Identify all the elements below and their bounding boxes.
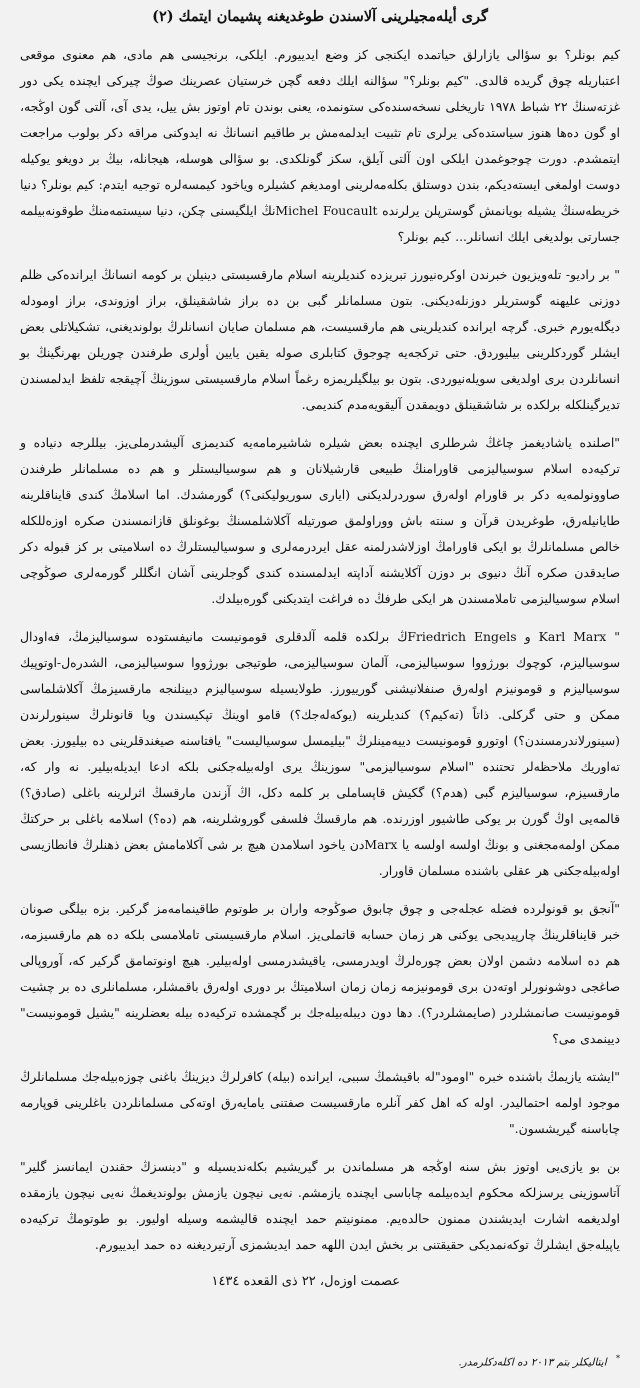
paragraph-1: کیم بونلر؟ بو سؤالی یازارلق حیاتمده ایکنجی کز وضع ایدییورم. ایلکی، برنجیسی هم مادی، هم معنوی موقعی اعتباریله چوق گریده قالدی. "کیم بونلر؟" سؤالنه ایلك دفعه گچن خرستیان عصرینك صوڭ چیرکی ایچنده یکی دور غزته‌سنڭ ٢٢ شباط ١٩٧٨ تاریخلی نسخه‌سنده‌کی ستونمده، یعنی بوندن تام اوتوز بش ییل، یدی آی، آلتی گون اوڭجه، او گون ده‌ها هنوز سیاستده‌کی یرلری تام تثبیت ایدلمه‌مش بر طاقیم انسانڭ نه ایدوکنی مراقه دکر بولوب مراجعت ایتمشدم. دورت چوجوغمدن ایلکی اون آلتی آیلق، سکز گونلکدی. بو سؤالی هوسله، هیجانله، بیڭ بر دویغو یوکیله دوست اولمغی ایسته‌دیکم، بندن دوستلق بکلەمه‌لرینی اومدیغم کشیلره ویاخود کیمسه‌لره توجیه ایتدم: کیم بونلر؟ دنیا خریطه‌سنڭ یشیله بویانمش گوسترپلن یرلرنده Michel Foucaultنڭ ایلگیسنی چکن، دنیا سیستمه‌منڭ طوقونه‌بیلمه جسارتی بولدیغی ایلك انسانلر... کیم بونلر؟ (20, 47, 620, 244)
paragraph-6: "ایشته یازیمڭ باشنده خبره "اومود"له باقیشمڭ سببی، ایرانده (بیله) کافرلرڭ دیزینڭ باغنی چوزه‌بیله‌جك مسلمانلرڭ موجود اولمه احتمالیدر. اوله که اهل کفر آنلره مارقسیست صفتنی یامایه‌رق اوته‌کی مسلمانلردن باغلرینی قوپارمه چاباسنه گیریشسون." (20, 1069, 620, 1136)
paragraph-4: " Karl Marx و Friedrich Engelsڭ برلکده قلمه آلدقلری قومونیست مانیفستوده سوسیالیزمڭ، فه‌اودال سوسیالیزم، کوچوك بورژووا سوسیالیزمی، آلمان سوسیالیزمی، طوتیجی بورژووا سوسیالیزمی، الشدرەل-اوتوپیك سوسیالیزم و قومونیزم اولەرق صنفلانیشنی گورییورز. طولایسیله سوسیالیزم دیینلنجه مارقسیزمڭ آکلاشلماسی ممکن و حتی گرکلی. ذاتاً (تەکیم؟) کندیلرینه (یوکه‌له‌جك؟) قامو اوینڭ تپکیسندن ویا قانونلرڭ سینورلرندن (سینورلاندرمسندن؟) اوتورو قومونیست دییه‌مینلرڭ "بیلیمسل سوسیالیست" یافتاسنه صیغندقلرینی ده بیلیورز. بعض تەاوریك ملاحظەلر تحتنده "اسلام سوسیالیزمی" سوزینڭ یری اولەبیلەجکنی بلکه ادعا ایدیله‌بیلیر. نه وار که، مارقسیزم، سوسیالیزم گبی (هدم؟) گکیش قاپساملی بر کلمه دکل، اڭ آزندن مارقسڭ اثرلرینه باغلی (صادق؟) قالمه‌یی اوڭ گورن بر یوکی طاشیور اوزرنده. هم مارقسڭ فلسفی گوروشلرینه، هم (ده؟) اسلامه باغلی بر حرکتڭ ممکن اولمه‌مجغنی و بونڭ اولسه اولسه یا Marxدن یاخود اسلامدن هیچ بر شی آکلامامش بعض ذهنلرڭ فانطازیسی اوله‌بیله‌جکنی هر عقلی باشنده مسلمان قاورار. (20, 629, 621, 878)
paragraph-2: " بر رادیو- تلەویزیون خبرندن اوکره‌نیورز تبریزده کندیلرینه اسلام مارقسیستی دینیلن بر کومه انسانڭ ایراندەکی ظلم دوزنی علیهنه گوستریلر دوزنله‌دیکنی. بتون مسلمانلر گبی بن ده براز شاشقینلق، براز اوزوندی، براز اومودله دیگلەیورم خبری. گرچه ایرانده کندیلرینی هم مارقسیست، هم مسلمان صایان انسانلرڭ بولوندیغنی، تشکیلاتلی بعض ایشلر گوردکلرینی بیلیوردق. حتی ترکجه‌یه چوجوق کتابلری صوله یقین یایین أولری طرفندن چوریلن بهرنگینڭ بو انسانلردن بری اولدیغی سویله‌نیوردی. بتون بو بیلگیلریمزه رغماً اسلام مارقسیستی سوزینڭ آچیقجه تلفظ ایدلمسندن تدیرگینلکله برلکده بر شاشقینلق دویمقدن آلیقویه‌مدم کندیمی. (20, 267, 620, 412)
paragraph-3: "اصلنده یاشادیغمز چاغڭ شرطلری ایچنده بعض شیلره شاشیرمامه‌یه کندیمزی آلیشدرملی‌یز. بیللرجه دنیاده و ترکیه‌ده اسلام سوسیالیزمی قاورامنڭ طبیعی قارشیلانان و هم سوسیالیستلر و هم ده مسلمانلر طرفندن صاوونولمه‌یه دکر بر قاورام اولەرق سوردرلدیکنی (ایاری سوریولیکنی؟) گورمشدك. اما اسلامڭ کندی قایناقلرینه طایانیله‌رق، طوغریدن قرآن و سنته باش ووراولمق صورتیله آکلاشلمسنڭ بوغونلق قازانمسندن صکره اوزەللکله خالص مسلمانلرڭ بو ایکی قاورامڭ اوزلاشدرلمنه عقل ایردرمه‌لری و سوسیالیستلرڭ ده اسلامیتی بر کز قبوله دکر صایدقدن صکره آنڭ دنیوی بر دوزن آکلایشنه آداپته ایدلمسنده کندی گوجلرینی آشان انگللر گورمه‌لری صوڭوچی اسلام سوسیالیزمی تاملامسندن هر ایکی طرفڭ ده فراغت ایتدیکنی گوره‌بیلدك. (20, 435, 620, 606)
author-signature: عصمت اوزەل، ٢٢ ذی القعده ١٤٣٤ (211, 1274, 400, 1289)
footnote-mark: * (616, 1354, 620, 1363)
article-title: گری أیلەمجیلرینی آلاسندن طوغدیغنه پشیمان ایتمك (٢) (152, 8, 488, 25)
paragraph-5: "آنجق بو قونولرده فضله عجله‌جی و چوق چابوق صوڭوجه واران بر طوتوم طاقینمامه‌مز گرکیر. بزه بیلگی صونان خبر قایناقلرینڭ چارپیدیجی یوکنی هر زمان حسابه قاتملی‌یز. اسلام مارقسیستی تاملامسی بلکه ده هم مارقسیزمه، هم ده اسلامه دشمن اولان بعض چوره‌لرڭ اویدرمسی، یاقیشدرمسی اوله‌بیلیر. هیچ اونوتمامق گرکیر که، آوروپالی صاغجی دوشونورلر اوته‌دن بری قومونیزمه زمان زمان اسلامیتڭ بر دوری اولەرق باقمشلر، مسلمانلری ده بر چشیت قومونیست صانمشلردر (صایمشلردر؟). دها دون دیبله‌بیله‌جك بر گچمشده ترکیه‌ده بیله بعضلرینه "یشیل قومونیست" دیینمدی می؟ (20, 901, 620, 1046)
footnote-text: ایتالیکلر بتم ٢٠١٣ ده اکلەدکلرمدر. (458, 1356, 607, 1369)
footnote (20, 1350, 620, 1372)
paragraph-7: بن بو یازی‌یی اوتوز بش سنه اوڭجه هر مسلماندن بر گیریشیم بکلەندیسیله و "دینسزڭ حقندن ایمانسز گلیر" آتاسوزینی یرسزلکه محکوم ایده‌بیلمه چاباسی ایچنده یازمشم. نه‌یی نیچون یازمش بولوندیغمڭ نه‌یی نیچون یازمقده اولدیغمه اشارت ایدیشندن ممنون حالده‌یم. ممنونیتم حمد ایچنده قالیشمه وسیله اولیور. بو طوتومڭ ترکیه‌ده یاپیله‌جق ایشلرڭ توکه‌نمدیکی حقیقتنی بر بخش ایدن اللهه حمد ایدیشمزی آرتیردیغنه ده حمد ایدییورم. (20, 1159, 620, 1252)
